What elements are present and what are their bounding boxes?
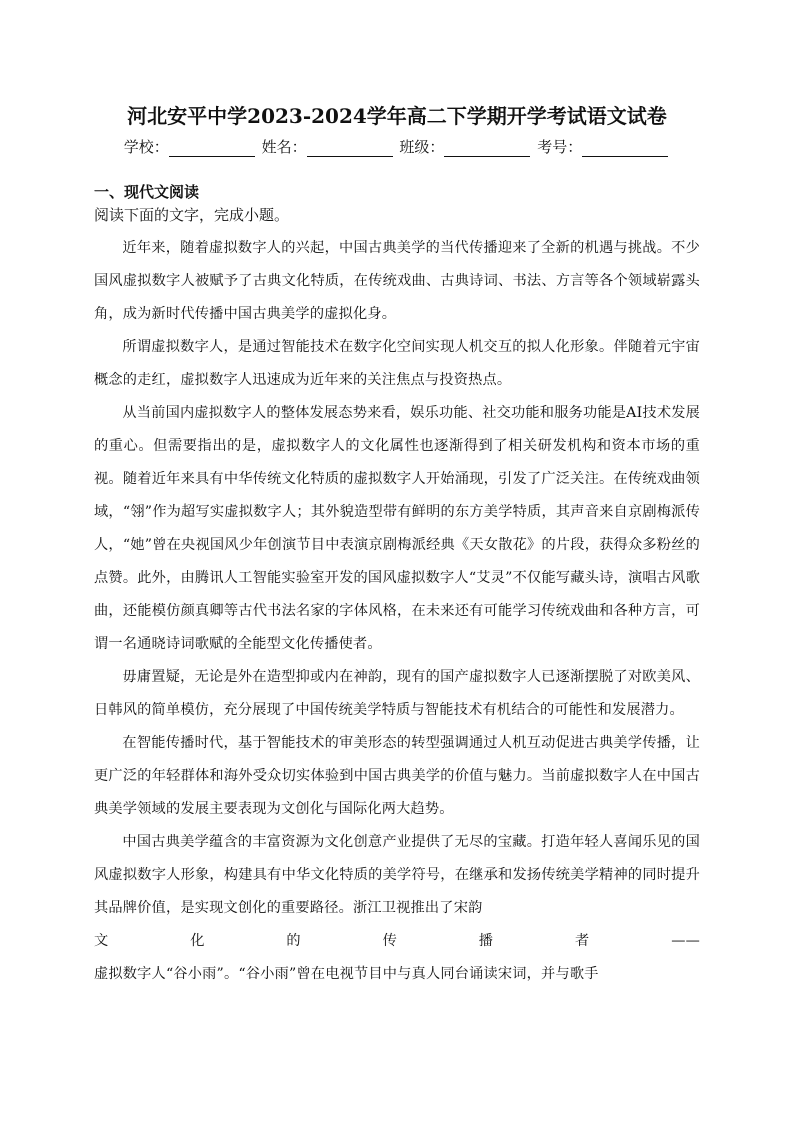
class-blank[interactable]: [444, 142, 530, 157]
reading-passage: [94, 232, 700, 991]
name-blank[interactable]: [307, 142, 393, 157]
school-blank[interactable]: [169, 142, 255, 157]
name-label: 姓名：: [261, 138, 307, 156]
passage-justified-line: 文化的传播者——: [94, 933, 700, 949]
passage-paragraph: 中国古典美学蕴含的丰富资源为文化创意产业提供了无尽的宝藏。打造年轻人喜闻乐见的国风虚拟数字人形象，构建具有中华文化特质的美学符号，在继承和发扬传统美学精神的同时提升其品牌价值，是实现文创化的重要路径。浙江卫视推出了宋韵: [94, 834, 700, 916]
passage-paragraph: 在智能传播时代，基于智能技术的审美形态的转型强调通过人机互动促进古典美学传播，让更广泛的年轻群体和海外受众切实体验到中国古典美学的价值与魅力。当前虚拟数字人在中国古典美学领域的发展主要表现为文创化与国际化两大趋势。: [94, 735, 700, 817]
exam-number-label: 考号：: [537, 138, 583, 156]
school-label: 学校：: [123, 138, 169, 156]
class-label: 班级：: [399, 138, 445, 156]
passage-final-line: 虚拟数字人“谷小雨”。“谷小雨”曾在电视节目中与真人同台诵读宋词，并与歌手: [94, 966, 599, 982]
passage-paragraph: 毋庸置疑，无论是外在造型抑或内在神韵，现有的国产虚拟数字人已逐渐摆脱了对欧美风、日韩风的简单模仿，充分展现了中国传统美学特质与智能技术有机结合的可能性和发展潜力。: [94, 669, 700, 718]
student-info-line: [0, 136, 794, 157]
section-heading: 一、现代文阅读: [94, 183, 200, 201]
exam-number-blank[interactable]: [582, 142, 668, 157]
reading-instruction: 阅读下面的文字，完成小题。: [94, 206, 290, 224]
exam-title: 河北安平中学2023-2024学年高二下学期开学考试语文试卷: [127, 104, 667, 128]
passage-paragraph: 近年来，随着虚拟数字人的兴起，中国古典美学的当代传播迎来了全新的机遇与挑战。不少国风虚拟数字人被赋予了古典文化特质，在传统戏曲、古典诗词、书法、方言等各个领域崭露头角，成为新时代传播中国古典美学的虚拟化身。: [94, 240, 700, 322]
passage-paragraph: 所谓虚拟数字人，是通过智能技术在数字化空间实现人机交互的拟人化形象。伴随着元宇宙概念的走红，虚拟数字人迅速成为近年来的关注焦点与投资热点。: [94, 339, 700, 388]
passage-paragraph: 从当前国内虚拟数字人的整体发展态势来看，娱乐功能、社交功能和服务功能是AI技术发展的重心。但需要指出的是，虚拟数字人的文化属性也逐渐得到了相关研发机构和资本市场的重视。随着近年来具有中华传统文化特质的虚拟数字人开始涌现，引发了广泛关注。在传统戏曲领域，“翎”作为超写实虚拟数字人；其外貌造型带有鲜明的东方美学特质，其声音来自京剧梅派传人，“她”曾在央视国风少年创演节目中表演京剧梅派经典《天女散花》的片段，获得众多粉丝的点赞。此外，由腾讯人工智能实验室开发的国风虚拟数字人“艾灵”不仅能写藏头诗，演唱古风歌曲，还能模仿颜真卿等古代书法名家的字体风格，在未来还有可能学习传统戏曲和各种方言，可谓一名通晓诗词歌赋的全能型文化传播使者。: [94, 405, 700, 652]
